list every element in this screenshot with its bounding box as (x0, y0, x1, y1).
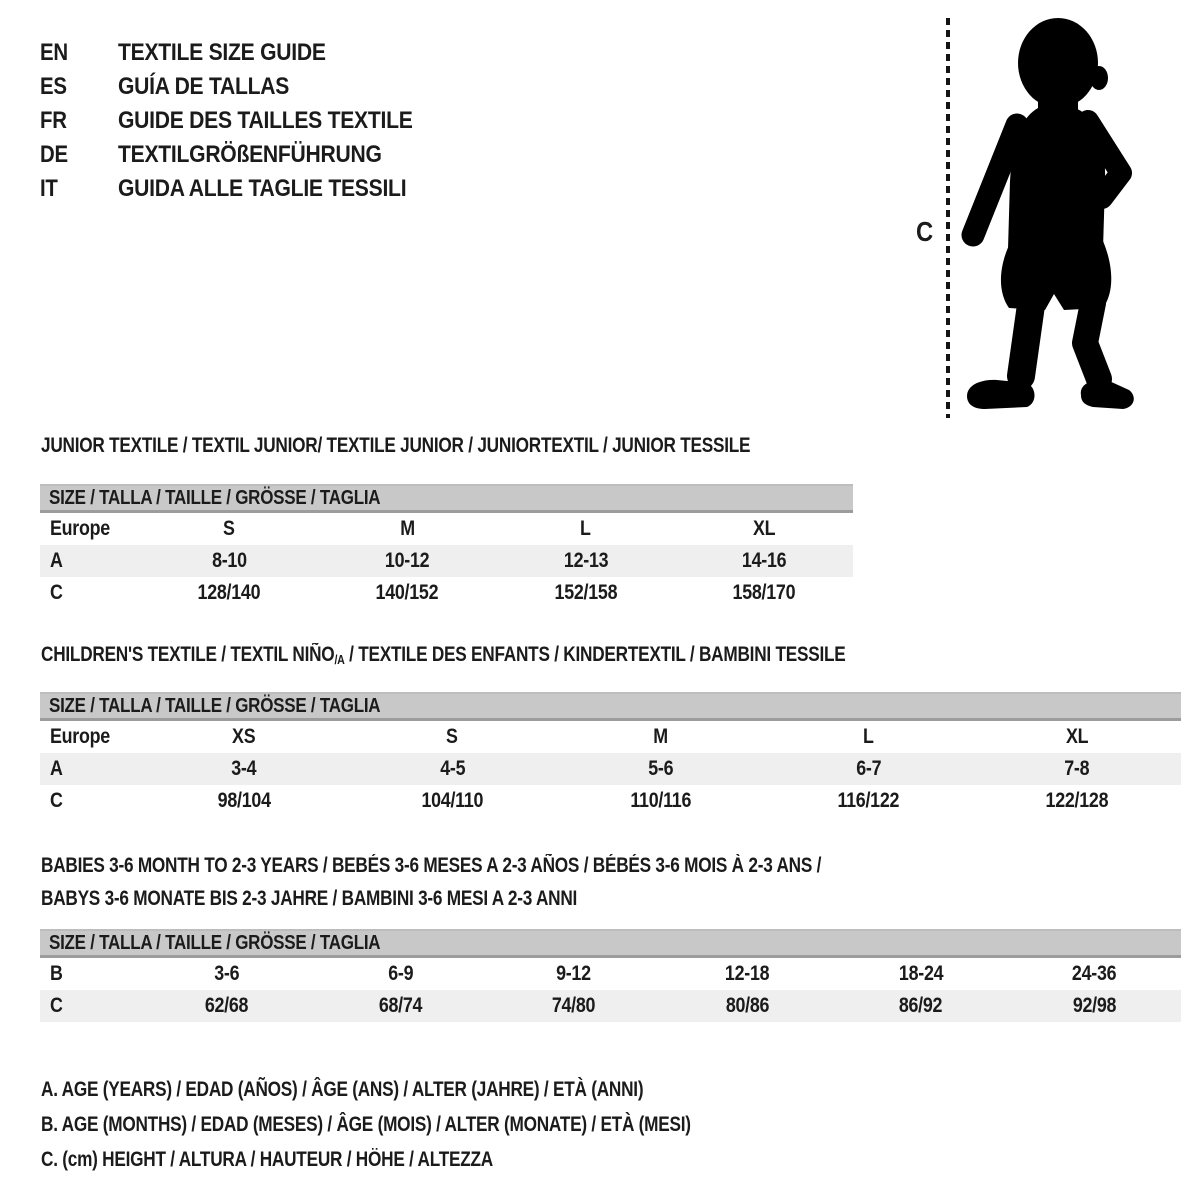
size-cell: XL (1065, 725, 1089, 748)
value-cell: 158/170 (732, 581, 796, 604)
value-cell: 3-4 (231, 757, 257, 780)
language-guide-title: TEXTILE SIZE GUIDE (118, 39, 326, 66)
value-cell: 7-8 (1064, 757, 1090, 780)
junior-size-table (40, 484, 853, 609)
language-row-fr (40, 104, 453, 138)
size-cell: L (863, 725, 875, 748)
size-cell: S (223, 517, 235, 540)
value-cell: 98/104 (217, 789, 271, 812)
junior-height-row (40, 577, 853, 609)
language-guide-title: TEXTILGRÖßENFÜHRUNG (118, 141, 382, 168)
babies-size-header-bar: SIZE / TALLA / TAILLE / GRÖSSE / TAGLIA (40, 929, 1181, 958)
region-label: Europe (50, 725, 110, 748)
language-code: IT (40, 175, 58, 202)
row-label: B (50, 962, 63, 985)
value-cell: 86/92 (899, 994, 943, 1017)
language-title-block (40, 36, 453, 206)
babies-height-row (40, 990, 1181, 1022)
value-cell: 3-6 (214, 962, 240, 985)
babies-months-row (40, 958, 1181, 990)
junior-sizes-row (40, 513, 853, 545)
legend-line-a: A. AGE (YEARS) / EDAD (AÑOS) / ÂGE (ANS) / ALTER (JAHRE) / ETÀ (ANNI) (41, 1078, 644, 1101)
language-code: DE (40, 141, 68, 168)
value-cell: 5-6 (647, 757, 674, 780)
size-cell: XL (752, 517, 776, 540)
babies-section-title: BABIES 3-6 MONTH TO 2-3 YEARS / BEBÉS 3-6 MESES A 2-3 AÑOS / BÉBÉS 3-6 MOIS À 2-3 ANS / BABYS 3-6 MONATE BIS 2-3 JAHRE / BAMBINI 3-6 MESI A 2-3 ANNI (41, 854, 822, 910)
value-cell: 110/116 (630, 789, 691, 812)
row-label: C (50, 581, 63, 604)
legend-line-b: B. AGE (MONTHS) / EDAD (MESES) / ÂGE (MOIS) / ALTER (MONATE) / ETÀ (MESI) (41, 1113, 691, 1136)
junior-size-header-bar: SIZE / TALLA / TAILLE / GRÖSSE / TAGLIA (40, 484, 853, 513)
value-cell: 140/152 (376, 581, 439, 604)
value-cell: 68/74 (378, 994, 422, 1017)
value-cell: 92/98 (1072, 994, 1116, 1017)
value-cell: 80/86 (725, 994, 769, 1017)
language-row-es (40, 70, 453, 104)
children-height-row (40, 785, 1181, 817)
babies-size-table (40, 929, 1181, 1022)
row-label: C (50, 789, 63, 812)
value-cell: 6-9 (387, 962, 413, 985)
value-cell: 18-24 (898, 962, 943, 985)
language-code: ES (40, 73, 67, 100)
value-cell: 152/158 (554, 581, 617, 604)
value-cell: 12-18 (725, 962, 770, 985)
value-cell: 24-36 (1072, 962, 1117, 985)
size-cell: XS (232, 725, 256, 748)
height-measure-dashed-line (946, 18, 950, 418)
children-age-row (40, 753, 1181, 785)
value-cell: 9-12 (556, 962, 592, 985)
nino-a-subscript: /A (334, 652, 345, 667)
value-cell: 10-12 (385, 549, 430, 572)
value-cell: 8-10 (211, 549, 247, 572)
language-guide-title: GUIDA ALLE TAGLIE TESSILI (118, 175, 407, 202)
height-measure-label: C (916, 216, 933, 247)
value-cell: 122/128 (1045, 789, 1109, 812)
language-row-de (40, 138, 453, 172)
language-guide-title: GUIDE DES TAILLES TEXTILE (118, 107, 413, 134)
language-row-it (40, 172, 453, 206)
junior-section-title: JUNIOR TEXTILE / TEXTIL JUNIOR/ TEXTILE JUNIOR / JUNIORTEXTIL / JUNIOR TESSILE (41, 434, 751, 457)
legend-line-c: C. (cm) HEIGHT / ALTURA / HAUTEUR / HÖHE / ALTEZZA (41, 1148, 493, 1171)
baby-silhouette-icon (953, 13, 1145, 418)
row-label: A (50, 549, 63, 572)
language-guide-title: GUÍA DE TALLAS (118, 73, 290, 100)
size-cell: S (446, 725, 459, 748)
children-sizes-row (40, 721, 1181, 753)
value-cell: 12-13 (563, 549, 608, 572)
value-cell: 62/68 (205, 994, 249, 1017)
language-code: EN (40, 39, 68, 66)
language-code: FR (40, 107, 67, 134)
size-cell: M (400, 517, 415, 540)
children-size-header-bar: SIZE / TALLA / TAILLE / GRÖSSE / TAGLIA (40, 692, 1181, 721)
value-cell: 14-16 (741, 549, 787, 572)
row-label: C (50, 994, 63, 1017)
language-row-en (40, 36, 453, 70)
region-label: Europe (50, 517, 110, 540)
junior-age-row (40, 545, 853, 577)
size-cell: L (580, 517, 591, 540)
children-section-title: CHILDREN'S TEXTILE / TEXTIL NIÑO/A / TEXTILE DES ENFANTS / KINDERTEXTIL / BAMBINI TESSILE (41, 643, 846, 667)
size-cell: M (653, 725, 668, 748)
value-cell: 4-5 (439, 757, 465, 780)
children-size-table (40, 692, 1181, 817)
value-cell: 116/122 (837, 789, 900, 812)
row-label: A (50, 757, 63, 780)
value-cell: 104/110 (421, 789, 484, 812)
value-cell: 128/140 (197, 581, 261, 604)
value-cell: 6-7 (856, 757, 882, 780)
value-cell: 74/80 (552, 994, 596, 1017)
measurement-legend (41, 1072, 833, 1177)
